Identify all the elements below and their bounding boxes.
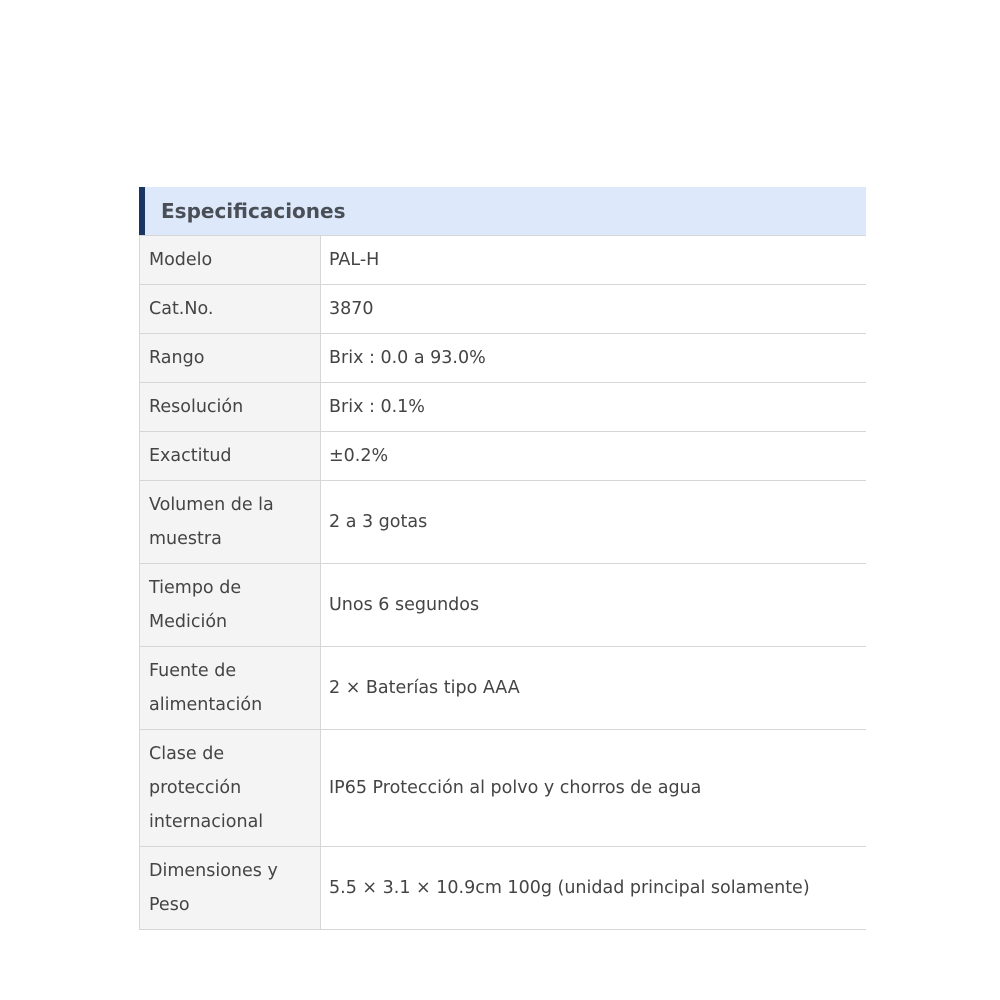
row-value: 2 a 3 gotas — [321, 481, 867, 564]
table-row-power-source — [140, 647, 867, 730]
table-row-accuracy — [140, 432, 867, 481]
row-value: IP65 Protección al polvo y chorros de agua — [321, 730, 867, 847]
row-label: Fuente de alimentación — [140, 647, 321, 730]
row-label: Cat.No. — [140, 285, 321, 334]
table-row-sample-volume — [140, 481, 867, 564]
row-label: Modelo — [140, 236, 321, 285]
row-label: Clase de protección internacional — [140, 730, 321, 847]
specifications-title: Especificaciones — [161, 199, 346, 223]
row-label: Volumen de la muestra — [140, 481, 321, 564]
table-row-range — [140, 334, 867, 383]
specifications-header — [139, 187, 866, 235]
specifications-section — [139, 187, 866, 930]
row-label: Rango — [140, 334, 321, 383]
row-label: Dimensiones y Peso — [140, 847, 321, 930]
row-label: Resolución — [140, 383, 321, 432]
row-value: 3870 — [321, 285, 867, 334]
row-value: Unos 6 segundos — [321, 564, 867, 647]
table-row-dimensions-weight — [140, 847, 867, 930]
row-value: ±0.2% — [321, 432, 867, 481]
row-label: Tiempo de Medición — [140, 564, 321, 647]
specifications-table — [139, 235, 866, 930]
table-row-protection-class — [140, 730, 867, 847]
row-value: 5.5 × 3.1 × 10.9cm 100g (unidad principal solamente) — [321, 847, 867, 930]
table-row-resolution — [140, 383, 867, 432]
row-value: 2 × Baterías tipo AAA — [321, 647, 867, 730]
row-label: Exactitud — [140, 432, 321, 481]
table-row-catalog-number — [140, 285, 867, 334]
row-value: Brix : 0.1% — [321, 383, 867, 432]
table-row-model — [140, 236, 867, 285]
row-value: PAL-H — [321, 236, 867, 285]
table-row-measurement-time — [140, 564, 867, 647]
row-value: Brix : 0.0 a 93.0% — [321, 334, 867, 383]
